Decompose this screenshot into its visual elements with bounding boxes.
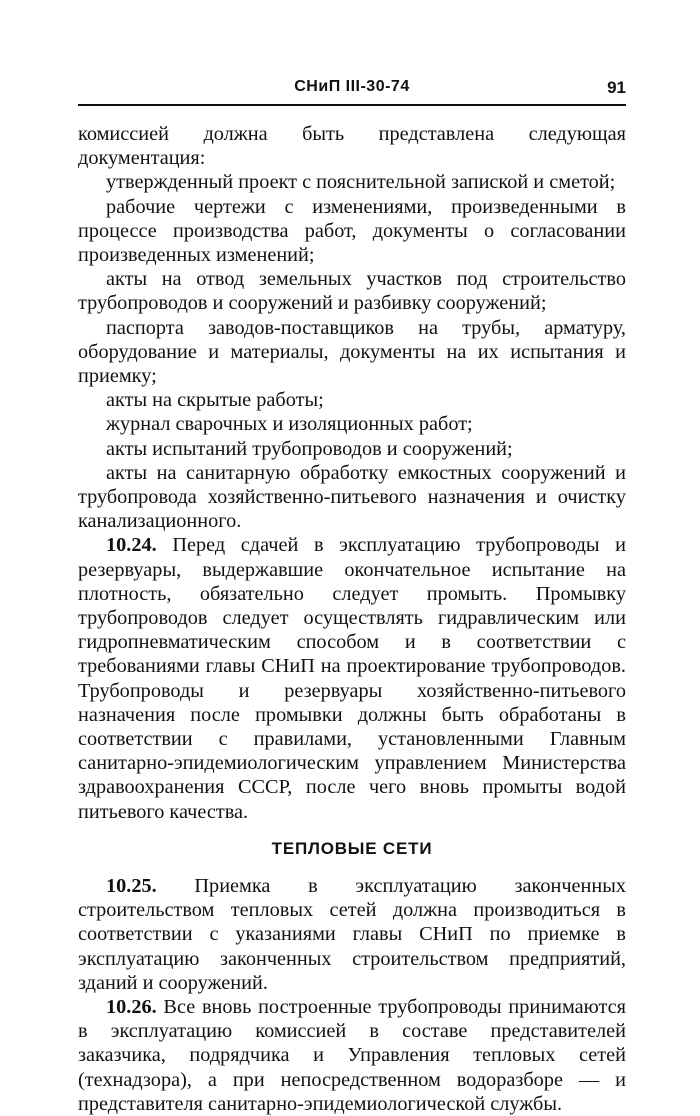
document-body	[78, 122, 626, 1116]
list-item-sanitary-acts: акты на санитарную обработку емкостных сооружений и трубопровода хозяйственно-питьевого назначения и очистку канализационного.	[78, 461, 626, 533]
list-item-project: утвержденный проект с пояснительной запиской и сметой;	[106, 171, 616, 194]
list-item-land-acts: акты на отвод земельных участков под строительство трубопроводов и сооружений и разбивку сооружений;	[78, 268, 626, 315]
paragraph-number: 10.26.	[106, 995, 157, 1018]
paragraph-10-25: 10.25. Приемка в эксплуатацию законченных строительством тепловых сетей должна производиться в соответствии с указаниями главы СНиП по приемке в эксплуатацию законченных строительством предприятий, зданий и сооружений.	[78, 874, 626, 994]
document-page	[78, 70, 626, 1116]
list-item-drawings: рабочие чертежи с изменениями, произведенными в процессе производства работ, документы о согласовании произведенных изменений;	[78, 195, 626, 267]
list-item-test-acts: акты испытаний трубопроводов и сооружений;	[106, 437, 513, 460]
running-head: СНиП III-30-74	[294, 78, 410, 95]
page-number: 91	[607, 78, 626, 97]
paragraph-number: 10.24.	[106, 534, 157, 557]
list-item-passports: паспорта заводов-поставщиков на трубы, арматуру, оборудование и материалы, документы на их испытания и приемку;	[78, 316, 626, 388]
paragraph-10-24: 10.24. Перед сдачей в эксплуатацию трубопроводы и резервуары, выдержавшие окончательное испытание на плотность, обязательно следует промыть. Промывку трубопроводов следует осуществлять гидравлическим или гидропневматическим способом и в соответствии с требованиями главы СНиП на проектирование трубопроводов. Трубопроводы и резервуары хозяйственно-питьевого назначения после промывки должны быть обработаны в соответствии с правилами, установленными Главным санитарно-эпидемиологическим управлением Министерства здравоохранения СССР, после чего вновь промыты водой питьевого качества.	[78, 534, 626, 823]
paragraph-10-26: 10.26. Все вновь построенные трубопроводы принимаются в эксплуатацию комиссией в составе представителей заказчика, подрядчика и Управления тепловых сетей (технадзора), а при непосредственном водоразборе — и представителя санитарно-эпидемиологической службы.	[78, 995, 626, 1115]
page-header	[78, 70, 626, 104]
list-item-welding-journal: журнал сварочных и изоляционных работ;	[106, 413, 473, 436]
header-rule	[78, 104, 626, 106]
list-item-hidden-works: акты на скрытые работы;	[106, 389, 324, 412]
paragraph-continuation: комиссией должна быть представлена следующая документация:	[78, 123, 626, 170]
paragraph-number: 10.25.	[106, 874, 157, 897]
section-title: ТЕПЛОВЫЕ СЕТИ	[271, 838, 433, 858]
